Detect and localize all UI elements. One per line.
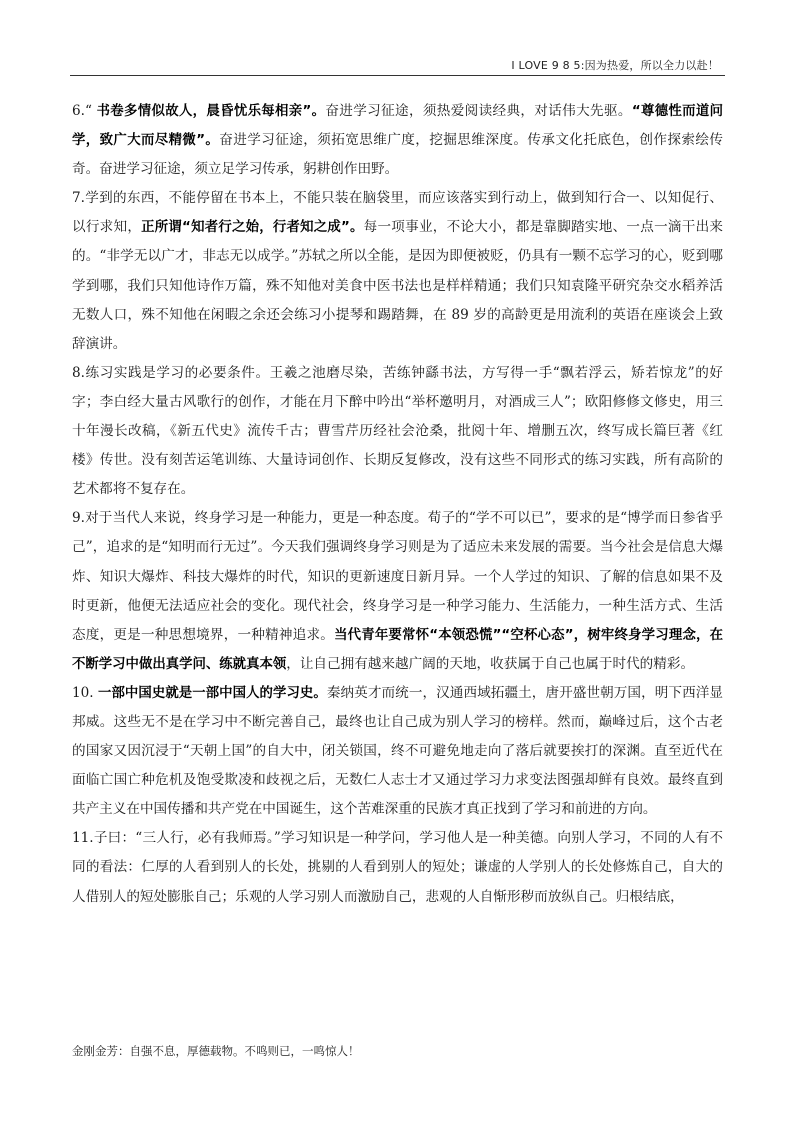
text-run: 每一项事业，不论大小，都是靠脚踏实地、一点一滴干出来的。“非学无以广才，非志无以成学。”苏轼之所以全能，是因为即便被贬，仍具有一颗不忘学习的心，贬到哪学到哪，我们只知他诗作万篇，殊不知他对美食中医书法也是样样精通；我们只知袁隆平研究杂交水稻养活无数人口，殊不知他在闲暇之余还会练习小提琴和踢踏舞，在 89 岁的高龄更是用流利的英语在座谈会上致辞演讲。 (72, 219, 723, 352)
page-header: I LOVE 9 8 5:因为热爱，所以全力以赴！ (511, 59, 719, 72)
bold-phrase: 一部中国史就是一部中国人的学习史。 (98, 685, 327, 701)
bold-phrase: 书卷多情似故人，晨昏忧乐每相亲”。 (96, 104, 326, 119)
text-run: 7.学到的东西，不能停留在书本上，不能只装在脑袋里，而应该落实到行动上，做到知行合一、以知促行、以行求知， (72, 190, 723, 236)
text-run: 秦纳英才而统一，汉通西域拓疆土，唐开盛世朝万国，明下西洋显邦威。这些无不是在学习中不断完善自己，最终也让自己成为别人学习的榜样。然而，巅峰过后，这个古老的国家又因沉浸于“天朝上国”的自大中，闭关锁国，终不可避免地走向了落后就要挨打的深渊。直至近代在面临亡国亡种危机及饱受欺凌和歧视之后，无数仁人志士才又通过学习力求变法图强却鲜有良效。最终直到共产主义在中国传播和共产党在中国诞生，这个苦难深重的民族才真正找到了学习和前进的方向。 (72, 684, 724, 818)
text-run: 9.对于当代人来说，终身学习是一种能力，更是一种态度。荀子的“学不可以已”，要求的是“博学而日参省乎己”，追求的是“知明而行无过”。今天我们强调终身学习则是为了适应未来发展的需要。当今社会是信息大爆炸、知识大爆炸、科技大爆炸的时代，知识的更新速度日新月异。一个人学过的知识、了解的信息如果不及时更新，他便无法适应社会的变化。现代社会，终身学习是一种学习能力、生活能力，一种生活方式、生活态度，更是一种思想境界，一种精神追求。 (72, 510, 723, 643)
header-divider (70, 75, 725, 76)
text-run: 8.练习实践是学习的必要条件。王羲之池磨尽染，苦练钟繇书法，方写得一手“飘若浮云，矫若惊龙”的好字；李白经大量古风歌行的创作，才能在月下醉中吟出“举杯邀明月，对酒成三人”；欧阳修修文修史，用三十年漫长改稿，《新五代史》流传千古；曹雪芹历经社会沧桑，批阅十年、增删五次，终写成长篇巨著《红楼》传世。没有刻苦运笔训练、大量诗词创作、长期反复修改，没有这些不同形式的练习实践，所有高阶的艺术都将不复存在。 (72, 364, 723, 498)
text-run: 11.子曰：“三人行，必有我师焉。”学习知识是一种学问，学习他人是一种美德。向别人学习，不同的人有不同的看法：仁厚的人看到别人的长处，挑剔的人看到别人的短处；谦虚的人学别人的长处修炼自己，自大的人借别人的短处膨胀自己；乐观的人学习别人而激励自己，悲观的人自惭形秽而放纵自己。归根结底， (72, 830, 723, 905)
text-run: 10. (72, 684, 99, 701)
paragraph-9 (72, 504, 723, 679)
paragraph-11 (72, 824, 723, 911)
paragraph-8 (72, 359, 723, 504)
paragraph-7 (72, 184, 723, 359)
bold-phrase: “尊德性而道问学，致广大而尽精微”。 (72, 104, 723, 149)
text-run: 奋进学习征途，须热爱阅读经典，对话伟大先驱。 (325, 103, 632, 119)
bold-phrase: 正所谓“知者行之始，行者知之成”。 (141, 220, 364, 236)
document-body (72, 97, 723, 912)
bold-phrase: 当代青年要常怀“本领恐慌”“空杯心态”，树牢终身学习理念，在不断学习中做出真学问、练就真本领 (72, 627, 724, 672)
paragraph-6 (72, 97, 723, 184)
text-run: ，让自己拥有越来越广阔的天地，收获属于自己也属于时代的精彩。 (286, 655, 695, 672)
text-run: 奋进学习征途，须拓宽思维广度，挖掘思维深度。传承文化托底色，创作探索绘传奇。奋进学习征途，须立足学习传承，躬耕创作田野。 (72, 132, 723, 178)
paragraph-10 (72, 679, 723, 824)
text-run: 6.“ (72, 103, 97, 119)
page-footer: 金刚金芳：自强不息，厚德载物。不鸣则已，一鸣惊人！ (72, 1044, 360, 1058)
